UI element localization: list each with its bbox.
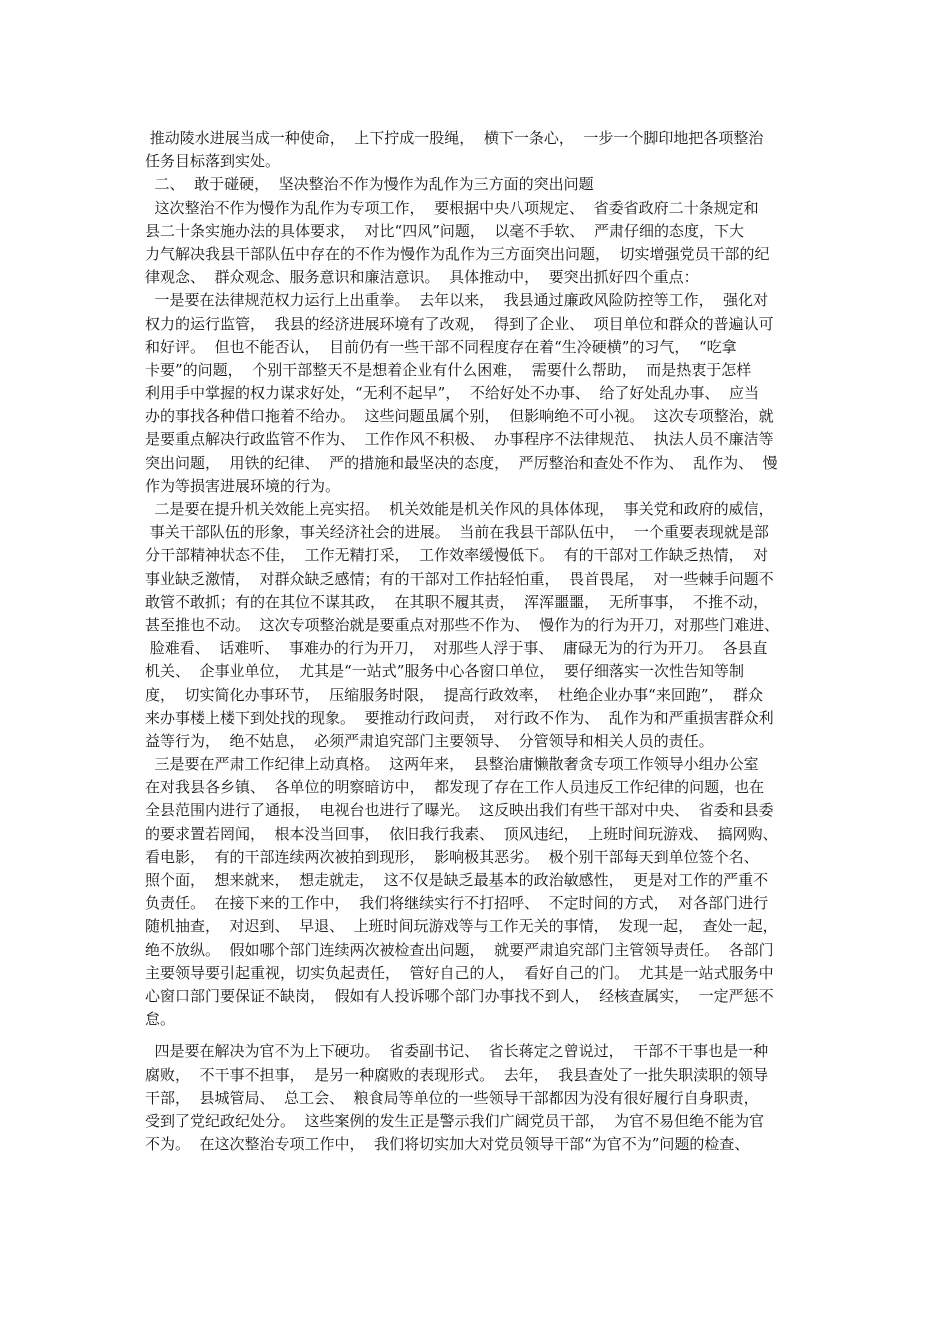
text-line: 主要领导要引起重视，切实负起责任， 管好自己的人， 看好自己的门。 尤其是一站式服务中 xyxy=(145,963,774,982)
text-line: 县二十条实施办法的具体要求， 对比“四风”问题， 以毫不手软、 严肃仔细的态度，下大 xyxy=(145,221,744,240)
text-line: 看电影， 有的干部连续两次被拍到现形， 影响极其恶劣。 极个别干部每天到单位签个名、 xyxy=(145,847,759,866)
text-line: 机关、 企事业单位， 尤其是“一站式”服务中心各窗口单位， 要仔细落实一次性告知等制 xyxy=(145,662,744,681)
paragraph-point-4 xyxy=(145,1040,813,1156)
text-line: 事业缺乏激情， 对群众缺乏感情；有的干部对工作拈轻怕重， 畏首畏尾， 对一些棘手问题不 xyxy=(145,569,774,588)
paragraph-point-3 xyxy=(145,753,813,1031)
text-line: 腐败， 不干事不担事， 是另一种腐败的表现形式。 去年， 我县查处了一批失职渎职的领导 xyxy=(145,1065,769,1084)
document-page xyxy=(145,127,813,1156)
text-line: 四是要在解决为官不为上下硬功。 省委副书记、 省长蒋定之曾说过， 干部不干事也是一种 xyxy=(145,1042,769,1061)
text-line: 三是要在严肃工作纪律上动真格。 这两年来， 县整治庸懒散奢贪专项工作领导小组办公室 xyxy=(145,755,759,774)
text-line: 随机抽查， 对迟到、 早退、 上班时间玩游戏等与工作无关的事情， 发现一起， 查处一起， xyxy=(145,917,778,936)
text-line: 怠。 xyxy=(145,1010,176,1029)
text-line: 是要重点解决行政监管不作为、 工作作风不积极、 办事程序不法律规范、 执法人员不廉洁等 xyxy=(145,430,774,449)
text-line: 推动陵水进展当成一种使命， 上下拧成一股绳， 横下一条心， 一步一个脚印地把各项整治 xyxy=(145,129,764,147)
text-line: 受到了党纪政纪处分。 这些案例的发生正是警示我们广阔党员干部， 为官不易但绝不能为官 xyxy=(145,1111,765,1130)
paragraph-overview xyxy=(145,197,813,290)
paragraph-point-2 xyxy=(145,498,813,753)
text-line: 作为等损害进展环境的行为。 xyxy=(145,476,341,495)
paragraph-intro-continuation xyxy=(145,127,813,173)
text-line: 事关干部队伍的形象，事关经济社会的进展。 当前在我县干部队伍中， 一个重要表现就是部 xyxy=(145,523,769,542)
text-line: 干部， 县城管局、 总工会、 粮食局等单位的一些领导干部都因为没有很好履行自身职责， xyxy=(145,1088,759,1107)
text-line: 权力的运行监管， 我县的经济进展环境有了改观， 得到了企业、 项目单位和群众的普遍认可 xyxy=(145,314,774,333)
text-line: 全县范围内进行了通报， 电视台也进行了曝光。 这反映出我们有些干部对中央、 省委和县委 xyxy=(145,801,774,820)
text-line: 利用手中掌握的权力谋求好处，“无利不起早”， 不给好处不办事、 给了好处乱办事、 应当 xyxy=(145,384,759,403)
text-line: 甚至推也不动。 这次专项整治就是要重点对那些不作为、 慢作为的行为开刀，对那些门难进、 xyxy=(145,615,780,634)
text-line: 在对我县各乡镇、 各单位的明察暗访中， 都发现了存在工作人员违反工作纪律的问题，也在 xyxy=(145,778,765,797)
paragraph-spacer xyxy=(145,1031,813,1040)
text-line: 敢管不敢抓；有的在其位不谋其政， 在其职不履其责， 浑浑噩噩， 无所事事， 不推不动， xyxy=(145,592,769,611)
text-line: 律观念、 群众观念、服务意识和廉洁意识。 具体推动中， 要突出抓好四个重点： xyxy=(145,268,699,287)
text-line: 照个面， 想来就来， 想走就走， 这不仅是缺乏最基本的政治敏感性， 更是对工作的严重不 xyxy=(145,871,769,889)
text-line: 这次整治不作为慢作为乱作为专项工作， 要根据中央八项规定、 省委省政府二十条规定和 xyxy=(145,198,759,217)
text-line: 度， 切实简化办事环节， 压缩服务时限， 提高行政效率， 杜绝企业办事“来回跑”， 群众 xyxy=(145,685,764,704)
section-heading-2 xyxy=(145,173,813,196)
text-line: 益等行为， 绝不姑息， 必须严肃追究部门主要领导、 分管领导和相关人员的责任。 xyxy=(145,731,714,750)
text-line: 不为。 在这次整治专项工作中， 我们将切实加大对党员领导干部“为官不为”问题的检查、 xyxy=(145,1135,750,1154)
text-line: 负责任。 在接下来的工作中， 我们将继续实行不打招呼、 不定时间的方式， 对各部门进行 xyxy=(145,894,769,913)
text-line: 心窗口部门要保证不缺岗， 假如有人投诉哪个部门办事找不到人， 经核查属实， 一定严惩不 xyxy=(145,986,774,1005)
text-line: 的要求置若罔闻， 根本没当回事， 依旧我行我素、 顶风违纪， 上班时间玩游戏、 搞网购、 xyxy=(145,824,778,843)
text-line: 力气解决我县干部队伍中存在的不作为慢作为乱作为三方面突出问题， 切实增强党员干部的纪 xyxy=(145,244,770,263)
paragraph-point-1 xyxy=(145,289,813,498)
text-line: 办的事找各种借口拖着不给办。 这些问题虽属个别， 但影响绝不可小视。 这次专项整治，就 xyxy=(145,407,774,426)
text-line: 卡要”的问题， 个别干部整天不是想着企业有什么困难， 需要什么帮助， 而是热衷于怎样 xyxy=(145,360,752,379)
text-line: 分干部精神状态不佳， 工作无精打采， 工作效率缓慢低下。 有的干部对工作缺乏热情， 对 xyxy=(145,546,769,565)
text-line: 一是要在法律规范权力运行上出重拳。 去年以来， 我县通过廉政风险防控等工作， 强化对 xyxy=(145,291,769,310)
text-line: 脸难看、 话难听、 事难办的行为开刀， 对那些人浮于事、 庸碌无为的行为开刀。 各县直 xyxy=(145,639,768,658)
section-heading-text: 二、 敢于碰硬， 坚决整治不作为慢作为乱作为三方面的突出问题 xyxy=(145,175,594,194)
text-line: 绝不放纵。 假如哪个部门连续两次被检查出问题， 就要严肃追究部门主管领导责任。 各部门 xyxy=(145,940,774,959)
text-line: 和好评。 但也不能否认， 目前仍有一些干部不同程度存在着“生冷硬横”的习气， “吃拿 xyxy=(145,337,737,356)
text-line: 任务目标落到实处。 xyxy=(145,152,281,171)
text-line: 二是要在提升机关效能上亮实招。 机关效能是机关作风的具体体现， 事关党和政府的威信， xyxy=(145,500,774,518)
text-line: 来办事楼上楼下到处找的现象。 要推动行政问责， 对行政不作为、 乱作为和严重损害群众利 xyxy=(145,708,774,727)
text-line: 突出问题， 用铁的纪律、 严的措施和最坚决的态度， 严厉整治和查处不作为、 乱作为、 慢 xyxy=(145,453,778,472)
